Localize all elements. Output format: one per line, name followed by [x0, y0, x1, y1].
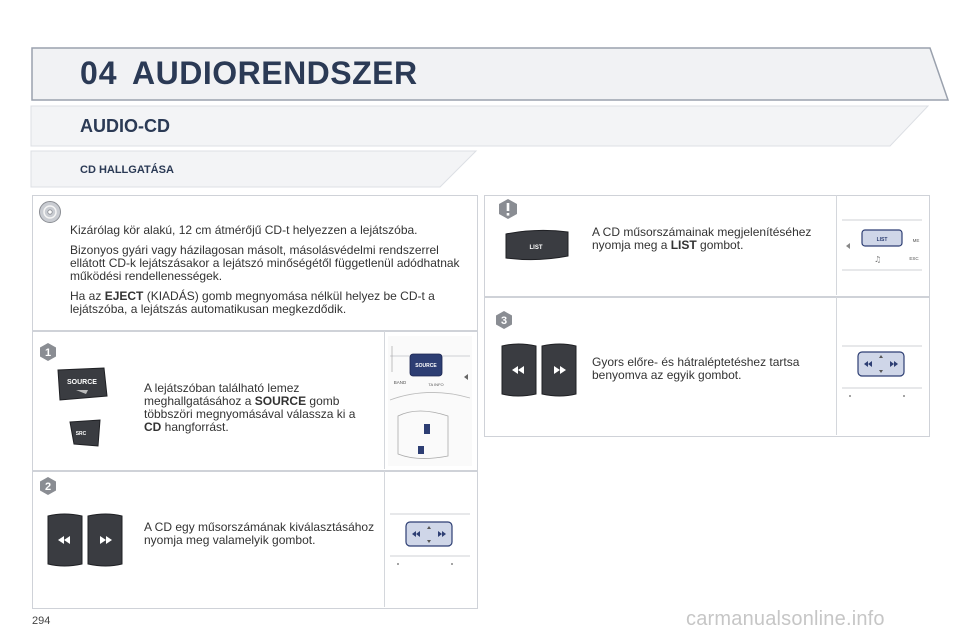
divider: [384, 331, 385, 469]
divider: [836, 297, 837, 435]
svg-text:SRC: SRC: [75, 431, 87, 437]
step-1-text: A lejátszóban található lemez meghallgatásához a SOURCE gomb többszöri megnyomásával válassza ki a CD hangforrást.: [144, 381, 356, 434]
svg-text:1: 1: [44, 347, 52, 359]
svg-text:3: 3: [500, 315, 508, 327]
step-2-text: A CD egy műsorszámának kiválasztásához nyomja meg valamelyik gombot.: [144, 520, 375, 547]
divider: [836, 195, 837, 295]
control-panel-illustration: [388, 508, 472, 574]
svg-text:LIST: LIST: [876, 237, 888, 243]
src-button-icon: [66, 418, 104, 448]
cd-disc-icon: [38, 200, 62, 224]
svg-text:♫: ♫: [874, 255, 882, 264]
svg-text:SOURCE: SOURCE: [67, 379, 97, 386]
step-2-badge: [38, 476, 58, 496]
seek-buttons-icon: [498, 342, 580, 398]
info-paragraph-2: Bizonyos gyári vagy házilagosan másolt, másolásvédelmi rendszerrel ellátott CD-k lejátszásakor a lejátszó minőségétől függetlenül adódhatnak működési rendellenességek.: [70, 243, 460, 283]
subsection-title: CD HALLGATÁSA: [80, 164, 174, 176]
list-text: A CD műsorszámainak megjelenítéséhez nyomja meg a LIST gombot.: [592, 225, 812, 252]
chapter-number: 04: [80, 55, 118, 91]
svg-text:2: 2: [44, 481, 52, 493]
svg-text:TA INFO: TA INFO: [428, 382, 444, 387]
warning-icon: [497, 198, 519, 220]
step-1-badge: [38, 342, 58, 362]
svg-text:ESC: ESC: [909, 256, 919, 261]
svg-text:BAND: BAND: [393, 380, 407, 385]
step-3-badge: [494, 310, 514, 330]
list-panel-illustration: [840, 212, 924, 278]
svg-text:SOURCE: SOURCE: [415, 363, 437, 369]
info-text: [70, 224, 470, 323]
chapter-title: AUDIORENDSZER: [132, 55, 418, 91]
track-buttons-icon: [44, 512, 126, 568]
watermark: carmanualsonline.info: [686, 608, 885, 630]
radio-panel-illustration: [388, 336, 472, 466]
divider: [384, 471, 385, 607]
info-paragraph-1: Kizárólag kör alakú, 12 cm átmérőjű CD-t helyezzen a lejátszóba.: [70, 223, 418, 237]
seek-panel-illustration: [840, 340, 924, 406]
info-paragraph-3: Ha az EJECT (KIADÁS) gomb megnyomása nélkül helyez be CD-t a lejátszóba, a lejátszás automatikusan megkezdődik.: [70, 289, 435, 316]
source-button-icon: [52, 366, 110, 402]
step-3-text: Gyors előre- és hátraléptetéshez tartsa benyomva az egyik gombot.: [592, 355, 800, 382]
svg-text:LIST: LIST: [529, 245, 543, 251]
page-number: 294: [32, 615, 51, 627]
list-button-icon: [502, 228, 572, 264]
svg-text:ME: ME: [912, 238, 920, 243]
section-title: AUDIO-CD: [80, 116, 170, 136]
